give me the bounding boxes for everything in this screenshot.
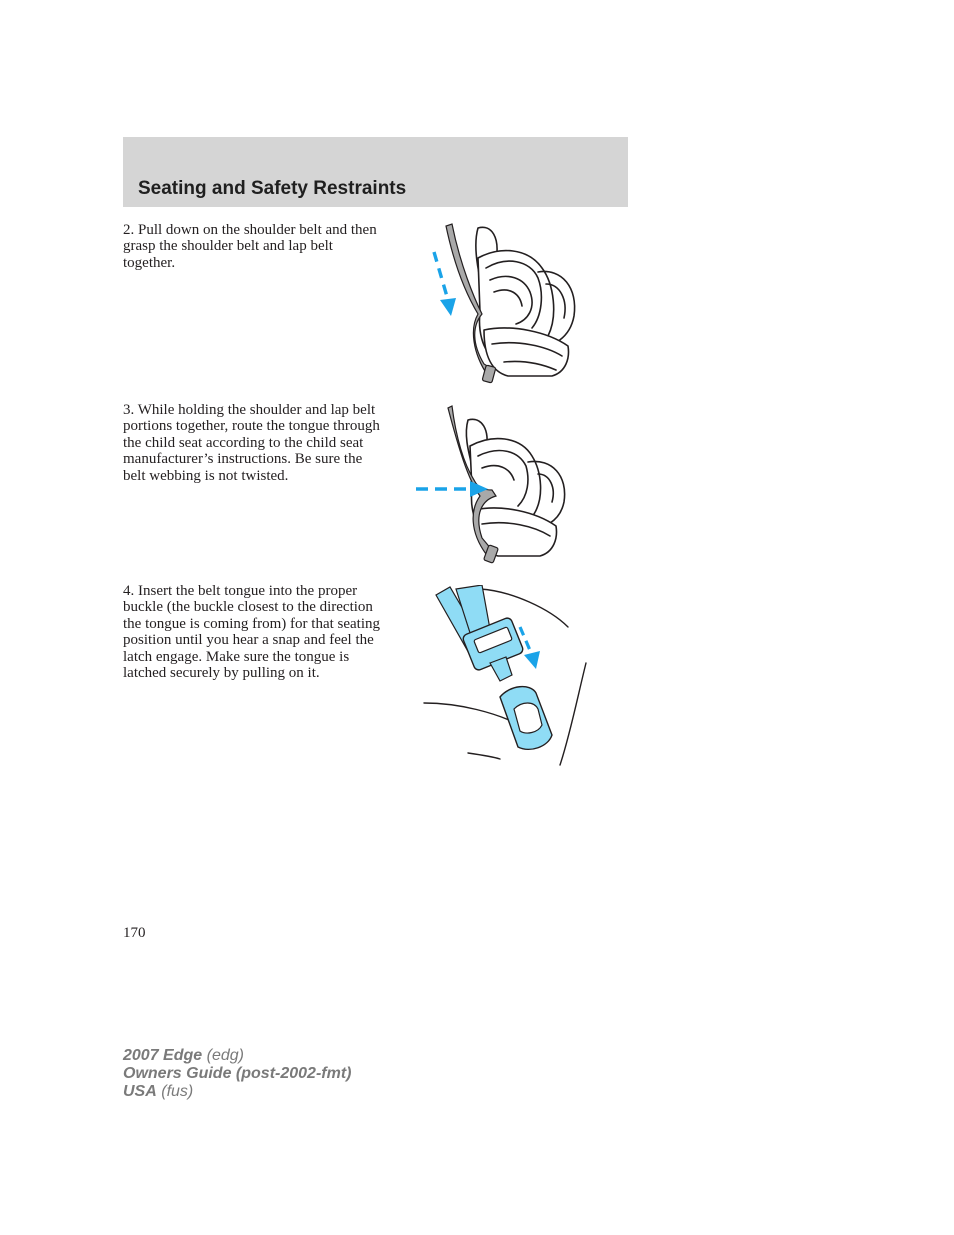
footer-model: 2007 Edge: [123, 1047, 203, 1064]
step-2-text: 2. Pull down on the shoulder belt and then grasp the shoulder belt and lap belt together.: [123, 222, 377, 271]
page-number: 170: [123, 925, 146, 941]
footer-market: USA: [123, 1083, 157, 1100]
footer-model-line: [123, 1047, 351, 1065]
step-4-text: 4. Insert the belt tongue into the proper buckle (the buckle closest to the direction the tongue is coming from) for that seating position until you hear a snap and feel the latch engage. Make sure the tongue is latched securely by pulling on it.: [123, 583, 381, 682]
child-seat-pull-belt-illustration: [420, 220, 585, 390]
belt-tongue-buckle-illustration: [420, 585, 592, 770]
section-title: Seating and Safety Restraints: [138, 178, 407, 199]
footer-guide: Owners Guide (post-2002-fmt): [123, 1065, 352, 1082]
section-header-band: [123, 137, 628, 207]
footer-market-code: (fus): [161, 1083, 194, 1100]
step-3-text: 3. While holding the shoulder and lap belt portions together, route the tongue through the child seat according to the child seat manufacturer’s instructions. Be sure the belt webbing is not twisted.: [123, 402, 380, 484]
document-footer: [123, 1047, 351, 1101]
footer-model-code: (edg): [206, 1047, 244, 1064]
footer-guide-line: [123, 1065, 351, 1083]
footer-market-line: [123, 1083, 351, 1101]
child-seat-route-tongue-illustration: [410, 402, 580, 574]
